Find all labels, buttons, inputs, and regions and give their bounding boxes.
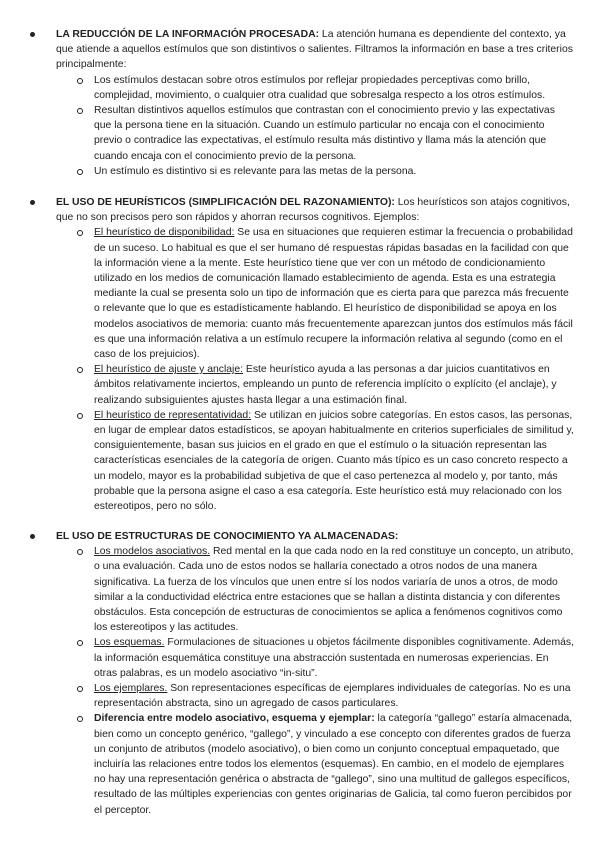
sub-bullet (77, 640, 83, 646)
list-item-text: Resultan distintivos aquellos estímulos que contrastan con el conocimiento previo y las expectativas que la persona tiene en la situación. Cuando un estímulo particular no encaja con el conocimiento previo o contradice las expectativas, el estímulo resulta más distintivo y llama más la atención que cuando encaja con el conocimiento previo de la persona. (94, 105, 555, 162)
section-paragraph (56, 195, 574, 225)
term: Los ejemplares. (94, 683, 168, 695)
sub-bullet (77, 413, 83, 419)
term: El heurístico de representatividad: (94, 409, 252, 421)
sub-bullet (77, 108, 83, 114)
bullet (30, 534, 35, 539)
term: El heurístico de ajuste y anclaje: (94, 364, 244, 376)
sub-bullet (77, 686, 83, 692)
sub-bullet (77, 716, 83, 722)
list-item (94, 225, 574, 362)
term-text: Formulaciones de situaciones u objetos fácilmente disponibles cognitivamente. Además, la información esquemática constituye una abstracción sustentada en numerosas experiencias. En otras palabras, es un modelo asociativo “in-situ”. (94, 637, 574, 679)
section-paragraph (56, 27, 574, 73)
section-intro: Los heurísticos son atajos cognitivos, que no son precisos pero son rápidos y ahorran recursos cognitivos. Ejemplos: (56, 197, 570, 224)
term: El heurístico de disponibilidad: (94, 227, 235, 239)
bullet (30, 32, 35, 37)
section-estructuras (56, 529, 574, 818)
list-item (94, 681, 574, 711)
section-reduccion (56, 27, 574, 179)
term-text: Red mental en la que cada nodo en la red constituye un concepto, un atributo, o una evaluación. Cada uno de estos nodos se hallaría conectado a otros nodos de una manera significativa. La fuerza de los vínculos que unen entre sí los nodos variaría de unos a otros, de modo similar a la conductividad eléctrica entre estaciones que se hallan a distinta distancia y con diferentes obstáculos. Esta concepción de estructuras de conocimientos se aplica a fenómenos cognitivos como los estereotipos y las actitudes. (94, 546, 574, 634)
term-text: la categoría “gallego” estaría almacenada, bien como un concepto genérico, “gallego”, y vinculado a ese concepto con diferentes grados de fuerza un conjunto de atributos (modelo asociativo), o bien como un conjunto conceptual empaquetado, que incluiría las relaciones entre todos los elementos (esquemas). En cambio, en el modelo de ejemplares no hay una representación genérica o abstracta de “gallego”, sino una multitud de gallegos específicos, resultado de las múltiples experiencias con gentes originarias de Galicia, tal como fueron percibidos por el perceptor. (94, 713, 573, 816)
list-item (94, 164, 574, 179)
list-item (94, 362, 574, 408)
sub-bullet (77, 169, 83, 175)
term-text: Se utilizan en juicios sobre categorías. En estos casos, las personas, en lugar de emplear datos estadísticos, se apoyan habitualmente en criterios superficiales de similitud y, consiguientemente, basan sus juicios en el grado en que el estímulo o la situación representan las características esenciales de la categoría de origen. Cuanto más típico es un caso concreto respecto a un modelo, mayor es la probabilidad subjetiva de que el caso pertenezca al modelo y, por tanto, más probable que la persona asigne el caso a esa categoría. Este heurístico está muy relacionado con los estereotipos, pero no sólo. (94, 409, 574, 513)
section-title: LA REDUCCIÓN DE LA INFORMACIÓN PROCESADA: (56, 29, 320, 40)
section-title: EL USO DE HEURÍSTICOS (SIMPLIFICACIÓN DEL RAZONAMIENTO): (56, 197, 395, 208)
list-item (94, 711, 574, 817)
list-item (94, 408, 574, 514)
section-heuristicos (56, 195, 574, 514)
term: Los modelos asociativos. (94, 546, 211, 558)
term: Diferencia entre modelo asociativo, esquema y ejemplar: (94, 713, 375, 725)
list-item (94, 544, 574, 635)
list-item-text: Los estímulos destacan sobre otros estímulos por reflejar propiedades perceptivas como brillo, complejidad, movimiento, o cualquier otra cualidad que sobresalga respecto a los otros estímulos. (94, 74, 546, 101)
section-title: EL USO DE ESTRUCTURAS DE CONOCIMIENTO YA ALMACENADAS: (56, 531, 399, 542)
term-text: Este heurístico ayuda a las personas a dar juicios cuantitativos en ámbitos relativamente inciertos, empleando un punto de referencia implícito o explícito (el anclaje), y realizando subsiguientes ajustes hasta llegar a una estimación final. (94, 364, 557, 406)
list-item-text: Un estímulo es distintivo si es relevante para las metas de la persona. (94, 165, 417, 177)
sub-bullet (77, 549, 83, 555)
list-item (94, 73, 574, 103)
list-item (94, 103, 574, 164)
section-paragraph (56, 529, 574, 544)
list-item (94, 635, 574, 681)
term-text: Son representaciones específicas de ejemplares individuales de categorías. No es una representación abstracta, sino un agregado de casos particulares. (94, 683, 571, 710)
sub-bullet (77, 78, 83, 84)
bullet (30, 200, 35, 205)
section-intro: La atención humana es dependiente del contexto, ya que atiende a aquellos estímulos que son distintivos o salientes. Filtramos la información en base a tres criterios principalmente: (56, 29, 573, 71)
sub-bullet (77, 367, 83, 373)
sub-bullet (77, 230, 83, 236)
term-text: Se usa en situaciones que requieren estimar la frecuencia o probabilidad de un suceso. Lo habitual es que el ser humano dé respuestas rápidas basadas en la facilidad con que la información viene a la mente. Este heurístico tiene que ver con un método de condicionamiento utilizado en los medios de comunicación llamado establecimiento de agenda. Esta es una estrategia mediante la cual se presenta solo un tipo de información que es cierta para que parezca más frecuente o relevante que lo que es estadísticamente hablando. El heurístico de disponibilidad se apoya en los modelos asociativos de memoria: cuanto más frecuentemente aparezcan juntos dos estímulos más fácil es que una información relativa a un estímulo recupere la información relativa al segundo (como en el caso de los prejuicios). (94, 227, 573, 361)
term: Los esquemas. (94, 637, 165, 649)
